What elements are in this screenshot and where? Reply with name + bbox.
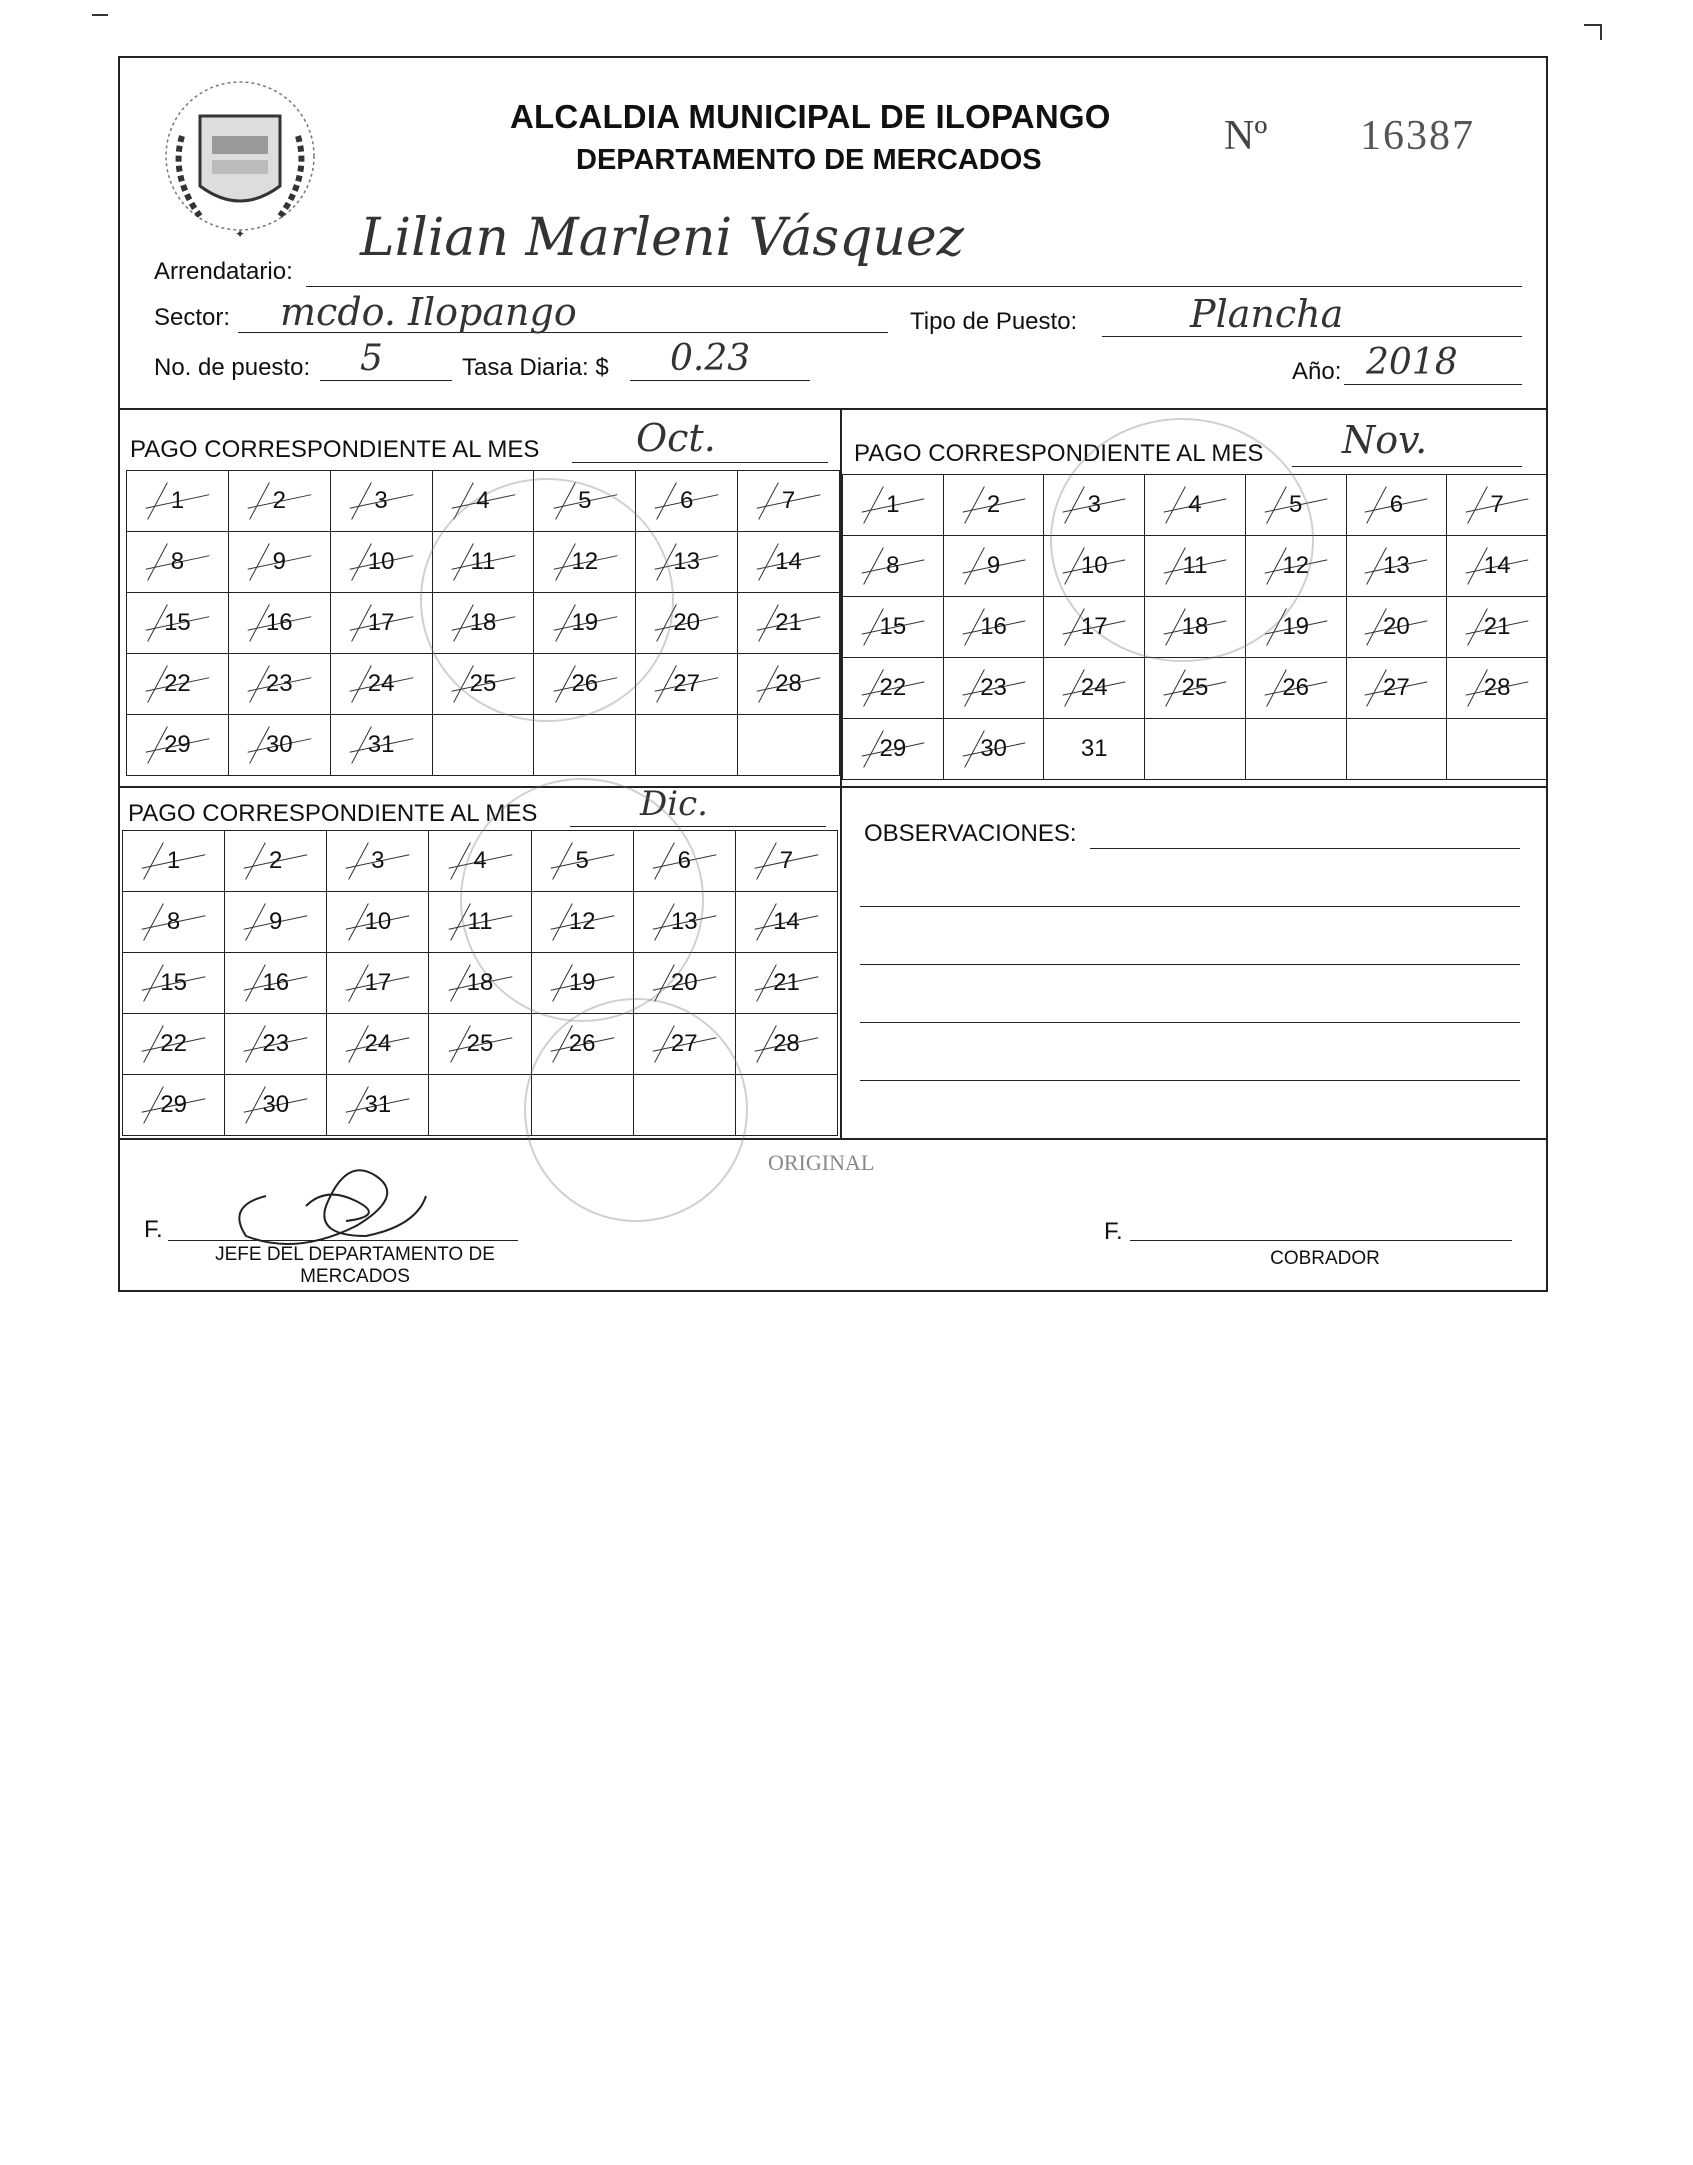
day-cell bbox=[429, 1014, 531, 1075]
day-cell bbox=[738, 532, 840, 593]
day-cell bbox=[843, 658, 944, 719]
empty-day-cell bbox=[1145, 719, 1246, 780]
day-cell bbox=[330, 593, 432, 654]
day-number: 8 bbox=[166, 908, 181, 935]
tasa-diaria-label: Tasa Diaria: $ bbox=[462, 354, 609, 381]
day-cell bbox=[943, 597, 1044, 658]
day-number: 26 bbox=[1282, 674, 1310, 701]
day-number: 14 bbox=[775, 548, 802, 575]
day-number: 16 bbox=[262, 969, 290, 996]
day-cell bbox=[1044, 658, 1145, 719]
day-number: 1 bbox=[170, 487, 185, 514]
day-number: 27 bbox=[673, 670, 700, 697]
empty-day-cell bbox=[636, 715, 738, 776]
month-2-label: PAGO CORRESPONDIENTE AL MES bbox=[854, 440, 1264, 467]
day-cell bbox=[123, 1014, 225, 1075]
day-number: 13 bbox=[1383, 552, 1410, 579]
day-number: 4 bbox=[473, 847, 487, 874]
day-number: 27 bbox=[1383, 674, 1410, 701]
department-subtitle: DEPARTAMENTO DE MERCADOS bbox=[576, 144, 1042, 176]
day-cell bbox=[127, 471, 229, 532]
day-cell bbox=[735, 953, 837, 1014]
arrendatario-value: Lilian Marleni Vásquez bbox=[360, 208, 965, 268]
day-cell bbox=[943, 475, 1044, 536]
tipo-puesto-label: Tipo de Puesto: bbox=[910, 308, 1078, 335]
jefe-label: JEFE DEL DEPARTAMENTO DE MERCADOS bbox=[215, 1244, 495, 1287]
day-cell bbox=[1346, 475, 1447, 536]
empty-day-cell bbox=[1245, 719, 1346, 780]
day-cell bbox=[735, 1014, 837, 1075]
day-number: 3 bbox=[1087, 491, 1101, 518]
corner-mark-right bbox=[1584, 24, 1602, 40]
original-mark: ORIGINAL bbox=[768, 1150, 875, 1175]
day-number: 4 bbox=[1188, 491, 1202, 518]
day-number: 5 bbox=[578, 487, 592, 514]
day-cell bbox=[943, 536, 1044, 597]
day-cell bbox=[1044, 719, 1145, 780]
day-cell bbox=[327, 1014, 429, 1075]
day-number: 17 bbox=[364, 969, 392, 996]
day-cell bbox=[738, 593, 840, 654]
arrendatario-label: Arrendatario: bbox=[154, 258, 293, 285]
day-number: 13 bbox=[670, 908, 698, 935]
day-number: 22 bbox=[160, 1030, 187, 1057]
empty-day-cell bbox=[1447, 719, 1548, 780]
day-cell bbox=[738, 471, 840, 532]
tasa-diaria-line bbox=[630, 380, 810, 381]
day-number: 13 bbox=[673, 548, 700, 575]
day-cell bbox=[228, 593, 330, 654]
day-number: 4 bbox=[476, 487, 490, 514]
day-cell bbox=[123, 953, 225, 1014]
day-number: 20 bbox=[673, 609, 700, 636]
sector-label: Sector: bbox=[154, 304, 231, 331]
day-cell bbox=[127, 593, 229, 654]
day-number: 21 bbox=[1483, 613, 1511, 640]
day-number: 16 bbox=[980, 613, 1007, 640]
day-number: 30 bbox=[265, 731, 293, 758]
day-number: 18 bbox=[466, 969, 494, 996]
day-number: 7 bbox=[1490, 491, 1504, 518]
signature-line-jefe bbox=[168, 1240, 518, 1241]
empty-day-cell bbox=[735, 1075, 837, 1136]
day-number: 17 bbox=[367, 609, 395, 636]
official-stamp bbox=[524, 998, 748, 1222]
day-cell bbox=[123, 1075, 225, 1136]
day-row bbox=[843, 658, 1548, 719]
day-number: 19 bbox=[571, 609, 599, 636]
day-number: 20 bbox=[1383, 613, 1410, 640]
day-number: 1 bbox=[886, 491, 900, 518]
day-number: 31 bbox=[1080, 735, 1108, 762]
corner-mark-left bbox=[92, 14, 108, 16]
day-number: 11 bbox=[467, 908, 493, 935]
day-cell bbox=[228, 532, 330, 593]
month-2-line bbox=[1292, 466, 1522, 467]
day-number: 22 bbox=[164, 670, 191, 697]
cobrador-label: COBRADOR bbox=[1270, 1248, 1380, 1269]
day-cell bbox=[228, 654, 330, 715]
day-number: 23 bbox=[265, 670, 293, 697]
day-number: 6 bbox=[677, 847, 691, 874]
day-number: 10 bbox=[364, 908, 392, 935]
empty-day-cell bbox=[738, 715, 840, 776]
month-2-value: Nov. bbox=[1342, 418, 1428, 462]
day-number: 30 bbox=[262, 1091, 290, 1118]
month-1-label: PAGO CORRESPONDIENTE AL MES bbox=[130, 436, 540, 463]
observaciones-line-2 bbox=[860, 906, 1520, 907]
day-number: 8 bbox=[170, 548, 185, 575]
day-number: 9 bbox=[272, 548, 286, 575]
day-cell bbox=[127, 654, 229, 715]
day-number: 2 bbox=[986, 491, 1001, 518]
day-cell bbox=[123, 892, 225, 953]
day-cell bbox=[943, 719, 1044, 780]
day-cell bbox=[327, 831, 429, 892]
day-number: 18 bbox=[469, 609, 497, 636]
day-number: 11 bbox=[1182, 552, 1208, 579]
month-1-value: Oct. bbox=[636, 416, 716, 460]
observaciones-line-4 bbox=[860, 1022, 1520, 1023]
day-number: 12 bbox=[568, 908, 596, 935]
arrendatario-line bbox=[306, 286, 1522, 287]
day-cell bbox=[330, 471, 432, 532]
no-puesto-label: No. de puesto: bbox=[154, 354, 311, 381]
day-number: 17 bbox=[1080, 613, 1108, 640]
day-number: 30 bbox=[980, 735, 1007, 762]
day-number: 29 bbox=[164, 731, 191, 758]
official-stamp bbox=[420, 478, 674, 722]
anio-value: 2018 bbox=[1366, 342, 1458, 383]
day-number: 14 bbox=[773, 908, 800, 935]
day-cell bbox=[735, 892, 837, 953]
day-number: 24 bbox=[364, 1030, 392, 1057]
day-number: 24 bbox=[1080, 674, 1108, 701]
day-number: 2 bbox=[269, 847, 283, 874]
day-number: 10 bbox=[367, 548, 395, 575]
observaciones-line-1 bbox=[1090, 848, 1520, 849]
day-cell bbox=[843, 597, 944, 658]
anio-line bbox=[1344, 384, 1522, 385]
day-number: 14 bbox=[1483, 552, 1511, 579]
day-cell bbox=[225, 892, 327, 953]
divider-observaciones bbox=[840, 786, 1546, 788]
day-cell bbox=[1145, 658, 1246, 719]
day-number: 31 bbox=[367, 731, 395, 758]
observaciones-line-5 bbox=[860, 1080, 1520, 1081]
day-cell bbox=[843, 475, 944, 536]
day-number: 9 bbox=[269, 908, 283, 935]
day-number: 29 bbox=[879, 735, 907, 762]
day-number: 18 bbox=[1181, 613, 1209, 640]
day-cell bbox=[127, 715, 229, 776]
day-number: 5 bbox=[575, 847, 589, 874]
day-cell bbox=[228, 715, 330, 776]
no-puesto-line bbox=[320, 380, 452, 381]
day-number: 22 bbox=[879, 674, 907, 701]
tipo-puesto-value: Plancha bbox=[1190, 292, 1344, 336]
day-number: 28 bbox=[773, 1030, 800, 1057]
day-number: 27 bbox=[670, 1030, 698, 1057]
day-cell bbox=[123, 831, 225, 892]
month-1-line bbox=[572, 462, 828, 463]
day-cell bbox=[330, 654, 432, 715]
observaciones-line-3 bbox=[860, 964, 1520, 965]
day-cell bbox=[228, 471, 330, 532]
svg-text:✦: ✦ bbox=[234, 227, 246, 241]
day-cell bbox=[127, 532, 229, 593]
folio-number: 16387 bbox=[1360, 113, 1475, 159]
day-cell bbox=[738, 654, 840, 715]
observaciones-label: OBSERVACIONES: bbox=[864, 820, 1077, 847]
municipality-title: ALCALDIA MUNICIPAL DE ILOPANGO bbox=[510, 98, 1111, 135]
day-number: 3 bbox=[371, 847, 385, 874]
day-number: 26 bbox=[571, 670, 599, 697]
day-cell bbox=[636, 471, 738, 532]
day-number: 7 bbox=[779, 847, 794, 874]
day-number: 9 bbox=[986, 552, 1001, 579]
day-number: 25 bbox=[1181, 674, 1209, 701]
tipo-puesto-line bbox=[1102, 336, 1522, 337]
day-number: 1 bbox=[166, 847, 181, 874]
day-cell bbox=[225, 1014, 327, 1075]
day-row bbox=[843, 719, 1548, 780]
day-number: 5 bbox=[1288, 491, 1303, 518]
day-number: 15 bbox=[879, 613, 907, 640]
day-number: 21 bbox=[773, 969, 800, 996]
day-number: 31 bbox=[364, 1091, 392, 1118]
signature-line-cobrador bbox=[1130, 1240, 1512, 1241]
day-number: 29 bbox=[160, 1091, 187, 1118]
day-row bbox=[127, 715, 840, 776]
day-cell bbox=[225, 1075, 327, 1136]
month-3-value: Dic. bbox=[640, 784, 708, 824]
day-cell bbox=[330, 715, 432, 776]
day-number: 25 bbox=[466, 1030, 494, 1057]
market-payment-card bbox=[118, 56, 1548, 1292]
day-number: 15 bbox=[160, 969, 187, 996]
empty-day-cell bbox=[432, 715, 534, 776]
divider-top bbox=[120, 408, 1546, 410]
day-number: 20 bbox=[670, 969, 698, 996]
day-number: 8 bbox=[886, 552, 900, 579]
day-number: 23 bbox=[980, 674, 1007, 701]
divider-bottom bbox=[120, 1138, 1546, 1140]
day-number: 25 bbox=[469, 670, 497, 697]
divider-month-3 bbox=[120, 786, 840, 788]
day-number: 3 bbox=[374, 487, 388, 514]
day-cell bbox=[330, 532, 432, 593]
day-cell bbox=[1447, 597, 1548, 658]
month-3-label: PAGO CORRESPONDIENTE AL MES bbox=[128, 800, 538, 827]
day-number: 19 bbox=[1282, 613, 1310, 640]
day-number: 6 bbox=[1389, 491, 1404, 518]
day-cell bbox=[1447, 475, 1548, 536]
day-number: 7 bbox=[781, 487, 796, 514]
f-label-cobrador: F. bbox=[1104, 1218, 1123, 1245]
sector-value: mcdo. Ilopango bbox=[280, 290, 577, 334]
tasa-diaria-value: 0.23 bbox=[670, 338, 751, 379]
day-cell bbox=[1447, 658, 1548, 719]
day-number: 16 bbox=[265, 609, 293, 636]
day-cell bbox=[943, 658, 1044, 719]
day-cell bbox=[327, 953, 429, 1014]
day-number: 28 bbox=[1483, 674, 1511, 701]
empty-day-cell bbox=[1346, 719, 1447, 780]
day-cell bbox=[843, 719, 944, 780]
f-label-jefe: F. bbox=[144, 1216, 163, 1243]
day-number: 12 bbox=[571, 548, 599, 575]
day-cell bbox=[1346, 597, 1447, 658]
empty-day-cell bbox=[429, 1075, 531, 1136]
day-cell bbox=[327, 892, 429, 953]
day-number: 23 bbox=[262, 1030, 290, 1057]
day-cell bbox=[1346, 536, 1447, 597]
day-number: 26 bbox=[568, 1030, 596, 1057]
day-cell bbox=[1346, 658, 1447, 719]
day-number: 24 bbox=[367, 670, 395, 697]
day-cell bbox=[843, 536, 944, 597]
day-number: 6 bbox=[679, 487, 694, 514]
day-cell bbox=[1245, 658, 1346, 719]
folio-label: Nº bbox=[1224, 113, 1268, 159]
day-cell bbox=[225, 953, 327, 1014]
day-number: 19 bbox=[568, 969, 596, 996]
day-number: 10 bbox=[1080, 552, 1108, 579]
day-cell bbox=[225, 831, 327, 892]
anio-label: Año: bbox=[1292, 358, 1342, 385]
day-number: 28 bbox=[775, 670, 802, 697]
municipal-seal-icon bbox=[160, 76, 320, 246]
day-number: 11 bbox=[470, 548, 496, 575]
no-puesto-value: 5 bbox=[360, 338, 383, 379]
day-number: 12 bbox=[1282, 552, 1310, 579]
day-number: 2 bbox=[272, 487, 286, 514]
empty-day-cell bbox=[534, 715, 636, 776]
day-number: 15 bbox=[164, 609, 191, 636]
day-number: 21 bbox=[775, 609, 802, 636]
day-cell bbox=[327, 1075, 429, 1136]
day-cell bbox=[1447, 536, 1548, 597]
day-cell bbox=[735, 831, 837, 892]
